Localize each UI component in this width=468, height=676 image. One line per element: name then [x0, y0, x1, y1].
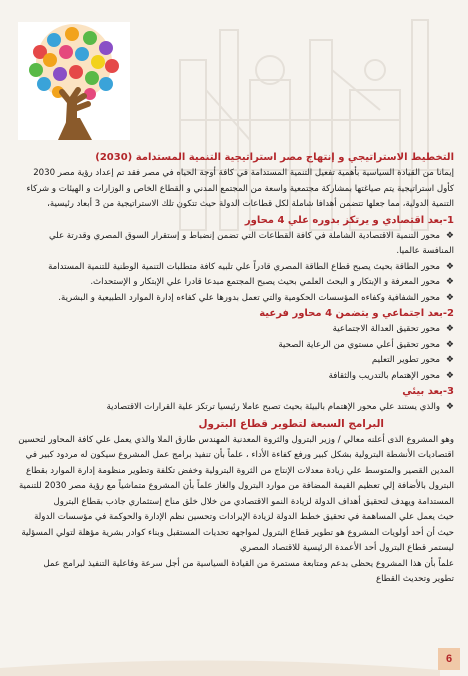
closing-line: علماً بأن هذا المشروع يحظى بدعم ومتابعة مستمرة من القيادة السياسية من أجل سرعة وفاعلية التنفيذ لبرامج عمل [43, 558, 454, 569]
closing-line: تطوير وتحديث القطاع [375, 574, 454, 584]
continuation-text: المنافسة عالميا. [396, 246, 454, 256]
intro-line: التنمية الدولية، مما جعلها تتضمن أهدافا شاملة لكل قطاعات الدولة حيث تتكون تلك الاستراتيجية من 3 أبعاد رئيسية، [47, 199, 454, 209]
bullet-icon: ❖ [445, 230, 454, 241]
list-item-text: محور التنمية الاقتصادية الشاملة في كافة القطاعات التي تضمن إنضباط و إستقرار السوق المصري وقدرتة علي [48, 230, 440, 241]
bullet-icon: ❖ [445, 355, 454, 365]
bullet-icon: ❖ [445, 292, 454, 303]
list-item-text: محور الطاقة بحيث يصبح قطاع الطاقة المصري قادراً علي تلبيه كافة متطلبات التنمية الوطنية للتنمية المستدامة [48, 261, 440, 272]
program-line: ليستمر قطاع البترول أحد الأعمدة الرئيسية للاقتصاد المصري [240, 543, 454, 553]
list-item [16, 369, 454, 385]
list-item [16, 322, 454, 338]
footer-decoration [0, 646, 440, 676]
dimension2-heading: 2-بعد اجتماعي و يتضمن 4 محاور فرعية [259, 308, 454, 319]
community-tree-illustration [18, 22, 130, 140]
list-item-text: محور الإهتمام بالتدريب والثقافة [328, 370, 440, 381]
list-item-text: والذي يستند علي محور الإهتمام بالبيئة بحيث تصبح عاملا رئيسيا ترتكز علية القرارات الاقتصادية [106, 402, 440, 412]
page-number: 6 [438, 648, 460, 670]
section-title: التخطيط الاستراتيجي و إنتهاج مصر استراتيجية التنمية المستدامة (2030) [95, 152, 454, 163]
program-line: حيث يعمل علي المساهمة في تحقيق خطط الدولة لزيادة الإيرادات وتحسين نظم الإدارة والحوكمة في مؤسسات الدولة [34, 512, 454, 522]
list-item-text: محور تحقيق العدالة الاجتماعية [332, 324, 440, 334]
bullet-icon: ❖ [445, 370, 454, 381]
list-item [16, 275, 454, 291]
program-line: المدين القصير والمتوسط علي زيادة معدلات الإنتاج من الثروة البترولية وخفض تكلفة وتطوير منظومة إدارة الموارد بقطاع [25, 465, 454, 476]
list-item [16, 291, 454, 307]
article-body [16, 150, 454, 588]
list-item [16, 260, 454, 276]
list-item [16, 353, 454, 369]
bullet-icon: ❖ [445, 324, 454, 334]
list-item-text: محور تطوير التعليم [371, 355, 440, 365]
list-item [16, 229, 454, 245]
list-item-text: محور المعرفة و الإبتكار و البحث العلمي بحيث يصبح المجتمع مبدعا قادرا علي الإبتكار و الإستحداث. [90, 277, 440, 287]
program-line: المستدامة ويهدف لتحقيق أهداف الدولة لزيادة النمو الاقتصادي من خلال خلق مناخ إستثماري جاذب بقطاع البترول [53, 496, 454, 507]
intro-line: كأول استراتيجية يتم صياغتها بمشاركة مجتمعية واسعة من المجتمع المدني و القطاع الخاص و الوزارات و الهيئات و شركاء [26, 183, 454, 194]
program-line: اقتصاديات الأنشطة البترولية بشكل كبير ورفع كفاءة الأداء ، علماً بأن تنفيذ برامج عمل المشروع سيكون له مردود كبير في [25, 450, 454, 460]
bullet-icon: ❖ [445, 261, 454, 272]
program-line: حيث أن أحد أولويات المشروع هو تطوير قطاع البترول لمواجهه تحديات المستقبل وبناء كوادر بشرية مؤهلة لتولي المسؤلية [21, 527, 454, 538]
list-item-text: محور الشفافية وكفاءه المؤسسات الحكومية والتي تعمل بدورها علي كفاءه إدارة الموارد الطبيعية و البشرية. [58, 292, 440, 303]
bullet-icon: ❖ [445, 402, 454, 412]
bullet-icon: ❖ [445, 339, 454, 350]
bullet-icon: ❖ [445, 277, 454, 287]
list-item-text: محور تحقيق أعلي مستوي من الرعاية الصحية [278, 339, 440, 350]
program-line: البترول بالأضافة إلي تعظيم القيمة المضافة من موارد البترول والغاز علماً بأن المشروع متماشياً مع رؤية مصر 2030 للتنمية [18, 481, 454, 491]
dimension3-heading: 3-بعد بيئي [402, 386, 454, 397]
list-item [16, 338, 454, 354]
program-title: البرامج السبعة لتطوير قطاع البترول [198, 417, 384, 430]
program-line: وهو المشروع الذى أعلنه معالي / وزير البترول والثروة المعدنية المهندس طارق الملا والذي يعمل علي كافة المحاور لتحسين [18, 434, 454, 445]
intro-line: إيمانا من القيادة السياسية بأهمية تفعيل التنمية المستدامة في كافة أوجة الحياه في مصر فقد تم إعداد رؤية مصر 2030 [33, 168, 454, 178]
list-item [16, 400, 454, 416]
dimension1-heading: 1-بعد اقتصادي و يرتكز بدوره علي 4 محاور [244, 214, 454, 226]
